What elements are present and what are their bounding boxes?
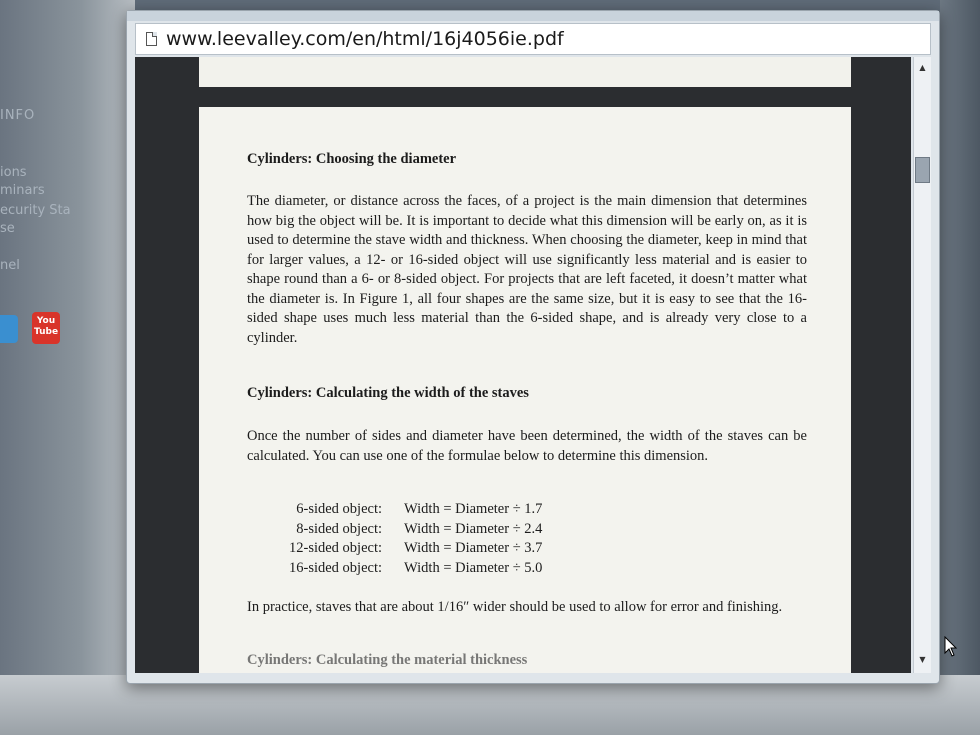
pdf-page [199,107,851,673]
pdf-viewer[interactable] [135,57,911,673]
background-link[interactable]: minars [0,183,45,198]
scroll-down-icon[interactable]: ▼ [919,655,926,664]
background-bottom-edge [0,675,980,735]
address-bar[interactable] [135,23,931,55]
background-info-label: INFO [0,108,36,123]
formula-expression: Width = Diameter ÷ 3.7 [404,540,543,556]
practice-note: In practice, staves that are about 1/16″ wider should be used to allow for error and finishing. [247,599,783,615]
section-body: Once the number of sides and diameter have been determined, the width of the staves can be calculated. You can use one of the formulae below to determine this dimension. [247,428,807,464]
background-link[interactable]: ecurity Sta [0,203,71,218]
window-titlebar[interactable] [127,11,939,21]
section-heading: Cylinders: Calculating the width of the staves [247,385,529,401]
section-heading: Cylinders: Choosing the diameter [247,151,457,167]
formula-row [289,520,542,540]
formula-object: 8-sided object: [296,520,383,537]
background-link[interactable]: se [0,221,15,236]
formula-expression: Width = Diameter ÷ 2.4 [404,520,543,537]
twitter-icon[interactable] [0,315,18,343]
vertical-scrollbar[interactable] [913,57,931,673]
section-heading-partial: Cylinders: Calculating the material thickness [247,652,528,668]
formula-table [289,500,542,578]
formula-object: 6-sided object: [296,501,383,517]
scroll-thumb[interactable] [915,157,930,183]
formula-expression: Width = Diameter ÷ 5.0 [404,559,543,576]
page-icon [146,32,157,46]
background-link[interactable]: nel [0,258,20,273]
formula-object: 12-sided object: [289,540,383,556]
pdf-previous-page [199,57,851,87]
background-page [0,0,135,735]
scroll-up-icon[interactable]: ▲ [919,63,926,72]
formula-object: 16-sided object: [289,559,383,576]
section-body: The diameter, or distance across the faces, of a project is the main dimension that determines how big the object will be. It is important to decide what this dimension will be early on, as it is used to determine the stave width and thickness. When choosing the diameter, keep in mind that for larger values, a 12- or 16-sided object will use significantly less material and is easier to shape round than a 6- or 8-sided object. For projects that are left faceted, it doesn’t matter what the diameter is. In Figure 1, all four shapes are the same size, but it is easy to see that the 16-sided shape uses much less material than the 6-sided shape, and is already very close to a cylinder. [247,193,807,346]
url-text[interactable]: www.leevalley.com/en/html/16j4056ie.pdf [166,28,564,50]
mouse-cursor-icon [944,636,958,658]
formula-row [289,500,542,520]
formula-row [289,559,542,579]
formula-row [289,539,542,559]
youtube-icon[interactable]: You Tube [32,312,60,344]
background-right-edge [940,0,980,735]
background-link[interactable]: ions [0,165,27,180]
formula-expression: Width = Diameter ÷ 1.7 [404,501,543,517]
pdf-popup-window [126,10,940,684]
